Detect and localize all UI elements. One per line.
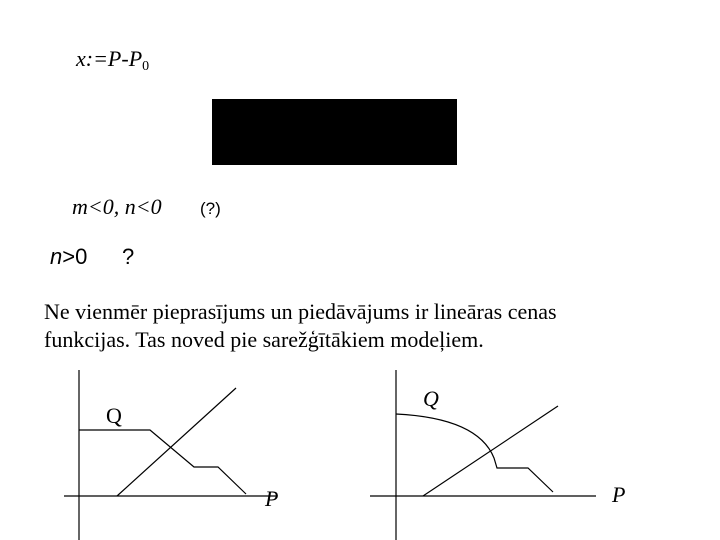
plot-left [64,370,279,540]
plot-right-y-label: Q [423,386,439,411]
plot-right-x-label: P [612,482,626,507]
plot-left-demand-curve [79,430,246,494]
plot-right [370,370,596,540]
condition-2-operator: >0 [62,244,88,269]
formula-subscript: 0 [142,59,150,74]
explanation-paragraph: Ne vienmēr pieprasījums un piedāvājums ir lineāras cenas funkcijas. Tas noved pie sarežģītākiem modeļiem. [44,299,557,352]
plot-right-supply-line [423,406,558,496]
plot-left-supply-line [117,388,236,496]
plot-left-x-label: P [265,486,279,511]
condition-1-note: (?) [200,199,221,218]
condition-1: m<0, n<0 [72,194,162,219]
condition-2-note: ? [122,244,135,269]
formula-text: x:=P-P [76,46,143,71]
plot-left-y-label: Q [106,403,122,428]
condition-2-variable: n [50,244,63,269]
